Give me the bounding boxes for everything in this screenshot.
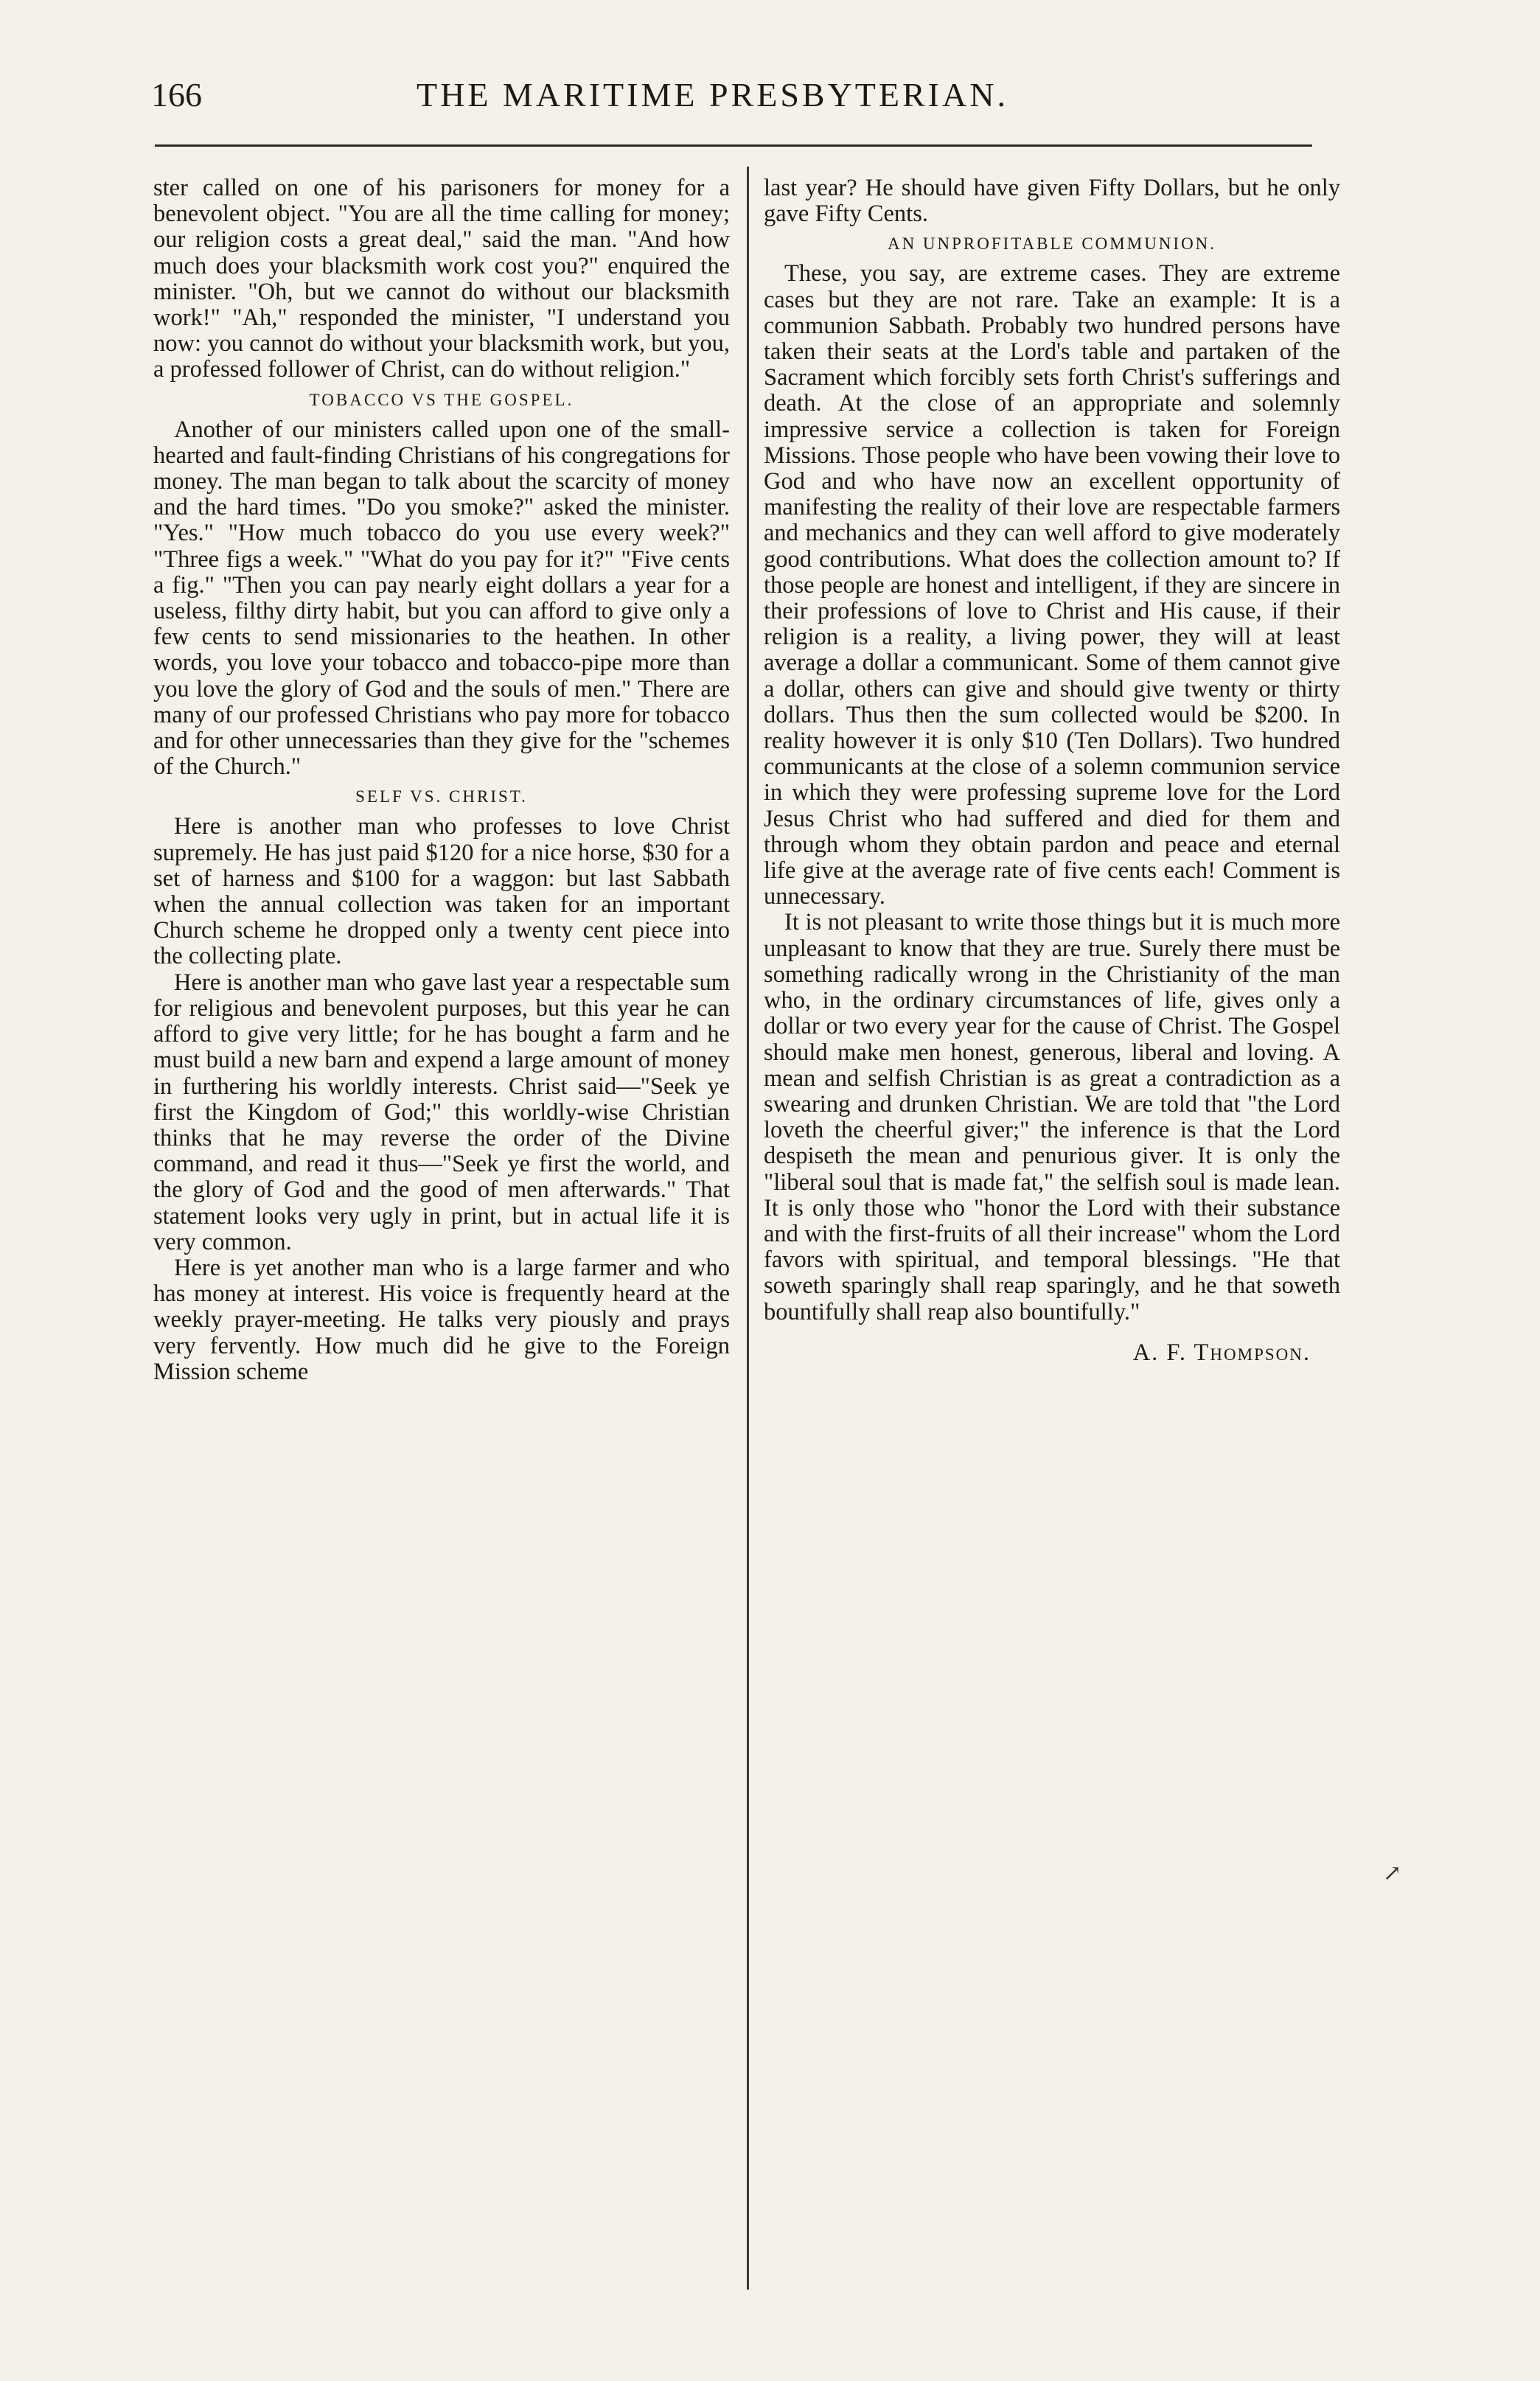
left-column xyxy=(153,175,730,1385)
right-column xyxy=(764,175,1340,1366)
left-paragraph-3: Here is another man who professes to love Christ supremely. He has just paid $120 for a nice horse, $30 for a set of harness and $100 for a waggon: but last Sabbath when the annual collection was taken for an important Church scheme he dropped only a twenty cent piece into the collecting plate. xyxy=(153,813,730,970)
section-heading-unprofitable-communion: AN UNPROFITABLE COMMUNION. xyxy=(887,234,1217,254)
section-heading-tobacco: TOBACCO VS THE GOSPEL. xyxy=(309,390,574,409)
right-paragraph-1: last year? He should have given Fifty Dollars, but he only gave Fifty Cents. xyxy=(764,175,1340,228)
margin-mark: ↗ xyxy=(1383,1861,1402,1886)
left-paragraph-1: ster called on one of his parisoners for money for a benevolent object. "You are all the time calling for money; our religion costs a great deal," said the man. "And how much does your blacksmith work cost you?" enquired the minister. "Oh, but we cannot do without our blacksmith work!" "Ah," responded the minister, "I understand you now: you cannot do without your blacksmith work, but you, a professed follower of Christ, can do without religion." xyxy=(153,175,730,383)
column-divider xyxy=(747,167,749,2290)
page-number: 166 xyxy=(151,76,202,114)
left-paragraph-5: Here is yet another man who is a large farmer and who has money at interest. His voice is frequently heard at the weekly prayer-meeting. He talks very piously and prays very fervently. How much did he give to the Foreign Mission scheme xyxy=(153,1254,730,1385)
running-title: THE MARITIME PRESBYTERIAN. xyxy=(417,76,1008,114)
right-paragraph-2: These, you say, are extreme cases. They are extreme cases but they are not rare. Take an example: It is a communion Sabbath. Probably two hundred persons have taken their seats at the Lord's table and partaken of the Sacrament which forcibly sets forth Christ's sufferings and death. At the close of an appropriate and solemnly impressive service a collection is taken for Foreign Missions. Those people who have been vowing their love to God and who have now an excellent opportunity of manifesting the reality of their love are respectable farmers and mechanics and they can well afford to give moderately good contributions. What does the collection amount to? If those people are honest and intelligent, if they are sincere in their professions of love to Christ and His cause, if their religion is a reality, a living power, they will at least average a dollar a communicant. Some of them cannot give a dollar, others can give and should give twenty or thirty dollars. Thus then the sum collected would be $200. In reality however it is only $10 (Ten Dollars). Two hundred communicants at the close of a solemn communion service in which they were professing supreme love for the Lord Jesus Christ who had suffered and died for them and through whom they obtain pardon and peace and eternal life give at the average rate of five cents each! Comment is unnecessary. xyxy=(764,260,1340,910)
header-rule xyxy=(155,144,1312,147)
left-paragraph-2: Another of our ministers called upon one of the small-hearted and fault-finding Christians of his congregations for money. The man began to talk about the scarcity of money and the hard times. "Do you smoke?" asked the minister. "Yes." "How much tobacco do you use every week?" "Three figs a week." "What do you pay for it?" "Five cents a fig." "Then you can pay nearly eight dollars a year for a useless, filthy dirty habit, but you can afford to give only a few cents to send missionaries to the heathen. In other words, you love your tobacco and tobacco-pipe more than you love the glory of God and the souls of men." There are many of our professed Christians who pay more for tobacco and for other unnecessaries than they give for the "schemes of the Church." xyxy=(153,416,730,781)
left-paragraph-4: Here is another man who gave last year a respectable sum for religious and benevolent purposes, but this year he can afford to give very little; for he has bought a farm and he must build a new barn and expend a large amount of money in furthering his worldly interests. Christ said—"Seek ye first the Kingdom of God;" this worldly-wise Christian thinks that he may reverse the order of the Divine command, and read it thus—"Seek ye first the world, and the glory of God and the good of men afterwards." That statement looks very ugly in print, but in actual life it is very common. xyxy=(153,969,730,1255)
author-signature: A. F. Thompson. xyxy=(1132,1339,1311,1366)
page-header xyxy=(151,68,1309,134)
section-heading-self-vs-christ: SELF VS. CHRIST. xyxy=(355,787,528,806)
right-paragraph-3: It is not pleasant to write those things but it is much more unpleasant to know that they are true. Surely there must be something radically wrong in the Christianity of the man who, in the ordinary circumstances of life, gives only a dollar or two every year for the cause of Christ. The Gospel should make men honest, generous, liberal and loving. A mean and selfish Christian is as great a contradiction as a swearing and drunken Christian. We are told that "the Lord loveth the cheerful giver;" the inference is that the Lord despiseth the mean and penurious giver. It is only the "liberal soul that is made fat," the selfish soul is made lean. It is only those who "honor the Lord with their substance and with the first-fruits of all their increase" whom the Lord favors with spiritual, and temporal blessings. "He that soweth sparingly shall reap sparingly, and he that soweth bountifully shall reap also bountifully." xyxy=(764,909,1340,1325)
